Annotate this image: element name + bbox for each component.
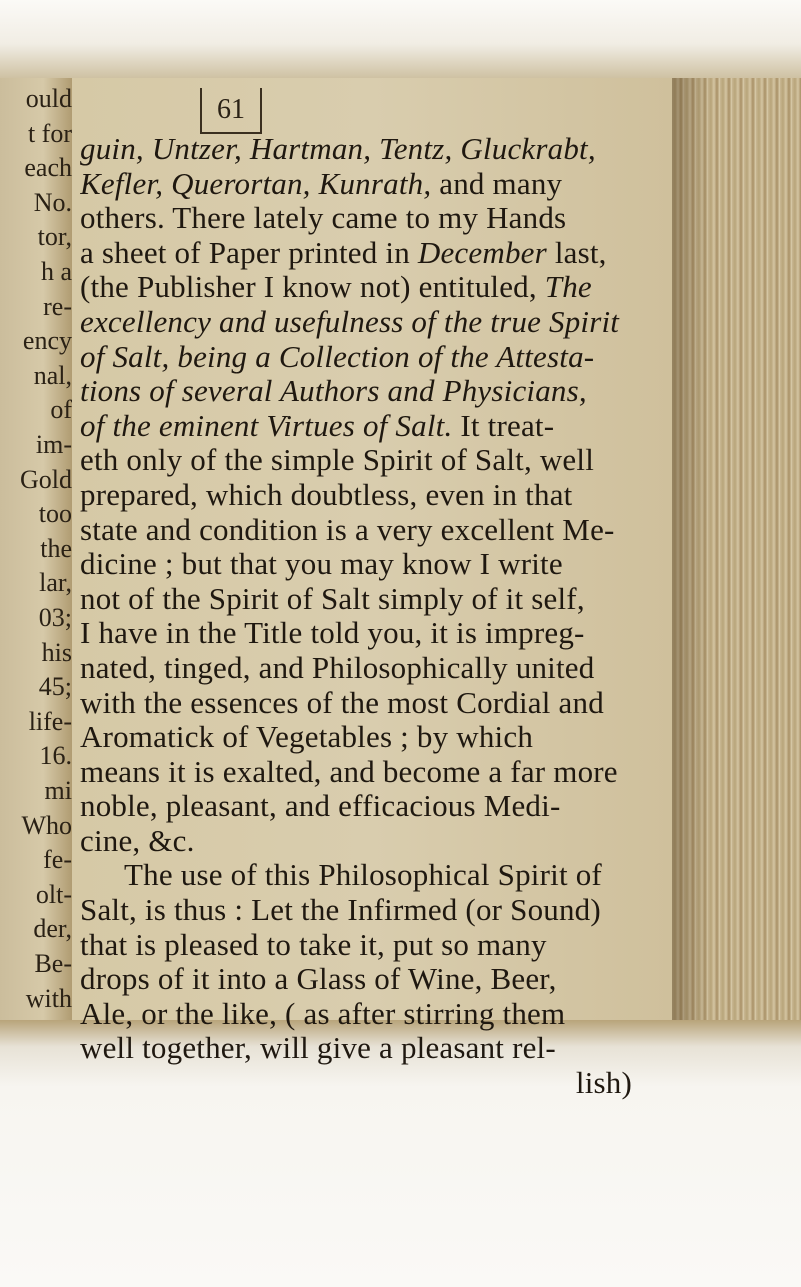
text-line: [80, 582, 672, 617]
text-line: [80, 789, 672, 824]
text-line: [80, 201, 672, 236]
facing-page-fragment: ould: [25, 84, 72, 113]
text-line: [80, 374, 672, 409]
text-segment: with the essences of the most Cordial and: [80, 685, 604, 720]
text-segment: that is pleased to take it, put so many: [80, 927, 547, 962]
facing-page-fragment: ency: [22, 326, 72, 356]
text-segment: of the eminent Virtues of Salt.: [80, 408, 453, 443]
facing-page-fragment: mi: [44, 776, 72, 805]
text-line: [80, 513, 672, 548]
text-line: [80, 928, 672, 963]
text-line: [80, 686, 672, 721]
text-segment: dicine ; but that you may know I write: [80, 547, 563, 582]
text-segment: eth only of the simple Spirit of Salt, well: [80, 443, 595, 478]
facing-page-fragment: Be-: [34, 949, 72, 978]
text-line: [80, 720, 672, 755]
text-segment: The: [544, 270, 592, 305]
facing-page-fragment: each: [24, 153, 72, 183]
text-line: [80, 616, 672, 651]
text-line: [80, 270, 672, 305]
facing-page-fragment: the: [40, 533, 72, 563]
text-segment: nated, tinged, and Philosophically united: [80, 650, 595, 685]
facing-page-fragment: lar,: [39, 568, 72, 598]
facing-page-fragment: 16.: [39, 741, 72, 771]
text-line: [80, 547, 672, 582]
text-line: [80, 651, 672, 686]
text-line: [80, 997, 672, 1032]
text-segment: It treat-: [452, 408, 555, 443]
text-segment: The use of this Philosophical Spirit of: [124, 858, 602, 893]
facing-page-fragment: of: [50, 395, 72, 425]
facing-page-edge: [0, 78, 74, 1023]
facing-page-fragment: Who: [21, 810, 72, 840]
book-fore-edge: [672, 78, 801, 1023]
text-segment: not of the Spirit of Salt simply of it self,: [80, 581, 585, 616]
text-line: [80, 1031, 672, 1066]
text-segment: a sheet of Paper printed in: [80, 235, 418, 270]
text-line: [80, 755, 672, 790]
text-line: [80, 962, 672, 997]
text-segment: state and condition is a very excellent Me-: [80, 512, 615, 547]
facing-page-fragment: re-: [43, 291, 72, 321]
facing-page-fragment: tor,: [37, 222, 72, 252]
facing-page-fragment: olt-: [35, 879, 72, 909]
text-segment: and many: [431, 166, 563, 201]
facing-page-fragment: fe-: [43, 845, 72, 875]
text-segment: Ale, or the like, ( as after stirring them: [80, 996, 566, 1031]
text-segment: noble, pleasant, and efficacious Medi-: [80, 789, 561, 824]
text-segment: well together, will give a pleasant rel-: [80, 1031, 556, 1066]
text-segment: means it is exalted, and become a far more: [80, 754, 618, 789]
text-line: [80, 893, 672, 928]
text-line: [80, 340, 672, 375]
text-segment: of Salt, being a Collection of the Attesta-: [80, 339, 595, 374]
text-line: [80, 236, 672, 271]
facing-page-fragment: t for: [27, 118, 72, 148]
text-line: [80, 478, 672, 513]
text-segment: last,: [546, 235, 607, 270]
text-segment: cine, &c.: [80, 823, 195, 858]
text-segment: (the Publisher I know not) entituled,: [80, 270, 545, 305]
text-line: [80, 305, 672, 340]
text-segment: prepared, which doubtless, even in that: [80, 477, 573, 512]
text-segment: Kefler, Querortan, Kunrath,: [80, 166, 432, 201]
text-segment: lish): [575, 1066, 632, 1101]
text-segment: guin, Untzer, Hartman, Tentz, Gluckrabt,: [80, 132, 596, 166]
text-segment: others. There lately came to my Hands: [80, 201, 567, 236]
text-line: [80, 1066, 672, 1101]
text-line: [80, 409, 672, 444]
text-segment: Salt, is thus : Let the Infirmed (or Sound): [80, 893, 601, 928]
facing-page-fragment: der,: [33, 914, 72, 944]
text-segment: I have in the Title told you, it is impreg-: [80, 616, 585, 651]
facing-page-fragment: h a: [40, 257, 72, 286]
text-segment: tions of several Authors and Physicians,: [80, 374, 587, 409]
text-line: [80, 824, 672, 859]
facing-page-fragment: too: [38, 499, 72, 529]
text-line: [80, 858, 672, 893]
page-text: [80, 132, 672, 1101]
text-line: [80, 167, 672, 202]
facing-page-fragment: No.: [33, 187, 72, 217]
facing-page-fragment: 45;: [38, 672, 72, 702]
facing-page-fragment: life-: [28, 706, 72, 736]
facing-page-fragment: 03;: [38, 603, 72, 632]
page-number: 61: [200, 88, 262, 134]
text-segment: December: [417, 235, 547, 270]
text-segment: excellency and usefulness of the true Spirit: [80, 304, 620, 339]
text-line: [80, 443, 672, 478]
facing-page-fragment: with: [25, 983, 72, 1013]
facing-page-fragment: im-: [35, 430, 72, 459]
facing-page-fragment: Gold: [20, 464, 72, 494]
text-segment: Aromatick of Vegetables ; by which: [80, 720, 534, 755]
facing-page-fragment: nal,: [33, 360, 72, 390]
text-line: [80, 132, 672, 167]
facing-page-fragment: his: [41, 637, 72, 667]
text-segment: drops of it into a Glass of Wine, Beer,: [80, 962, 557, 997]
book-top-edge: [0, 0, 801, 80]
